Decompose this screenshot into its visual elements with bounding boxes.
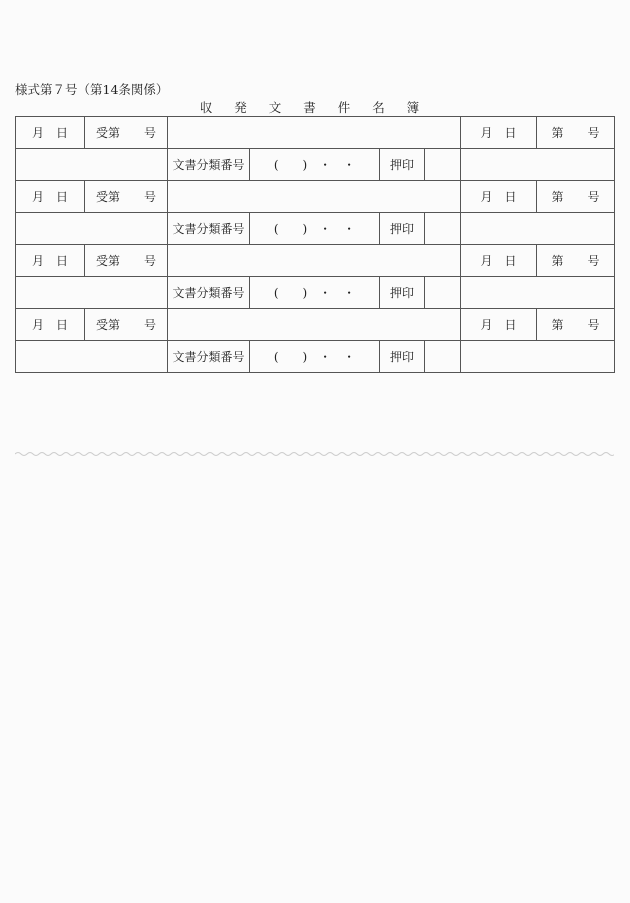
subject-cell[interactable] [168,245,461,277]
receipt-number-cell[interactable]: 受第 号 [85,309,168,341]
subject-cell[interactable] [168,181,461,213]
dispatch-note-cell[interactable] [461,149,615,181]
month-day-cell[interactable]: 月 日 [16,117,85,149]
seal-label: 押印 [380,213,425,245]
torn-edge [15,451,614,461]
register-table [15,116,615,373]
classification-value-cell[interactable]: ( ) ・ ・ [250,213,380,245]
receipt-note-cell[interactable] [16,149,168,181]
classification-value-cell[interactable]: ( ) ・ ・ [250,149,380,181]
dispatch-month-day-cell[interactable]: 月 日 [461,181,537,213]
dispatch-number-cell[interactable]: 第 号 [537,309,615,341]
dispatch-number-cell[interactable]: 第 号 [537,245,615,277]
receipt-number-cell[interactable]: 受第 号 [85,181,168,213]
dispatch-note-cell[interactable] [461,277,615,309]
receipt-number-cell[interactable]: 受第 号 [85,245,168,277]
dispatch-number-cell[interactable]: 第 号 [537,181,615,213]
receipt-number-cell[interactable]: 受第 号 [85,117,168,149]
entry-row-header [16,245,615,277]
seal-cell[interactable] [425,213,461,245]
classification-label: 文書分類番号 [168,341,250,373]
entry-row-header [16,181,615,213]
classification-label: 文書分類番号 [168,213,250,245]
dispatch-month-day-cell[interactable]: 月 日 [461,117,537,149]
seal-cell[interactable] [425,277,461,309]
seal-label: 押印 [380,149,425,181]
dispatch-month-day-cell[interactable]: 月 日 [461,245,537,277]
classification-label: 文書分類番号 [168,277,250,309]
receipt-note-cell[interactable] [16,277,168,309]
classification-label: 文書分類番号 [168,149,250,181]
month-day-cell[interactable]: 月 日 [16,309,85,341]
subject-cell[interactable] [168,309,461,341]
classification-value-cell[interactable]: ( ) ・ ・ [250,341,380,373]
seal-cell[interactable] [425,341,461,373]
dispatch-number-cell[interactable]: 第 号 [537,117,615,149]
seal-label: 押印 [380,341,425,373]
seal-label: 押印 [380,277,425,309]
receipt-note-cell[interactable] [16,341,168,373]
dispatch-note-cell[interactable] [461,213,615,245]
dispatch-note-cell[interactable] [461,341,615,373]
form-number-label: 様式第７号（第14条関係） [15,82,169,97]
entry-row-header [16,309,615,341]
dispatch-month-day-cell[interactable]: 月 日 [461,309,537,341]
month-day-cell[interactable]: 月 日 [16,181,85,213]
document-title: 収 発 文 書 件 名 簿 [199,100,429,115]
entry-row-header [16,117,615,149]
seal-cell[interactable] [425,149,461,181]
subject-cell[interactable] [168,117,461,149]
month-day-cell[interactable]: 月 日 [16,245,85,277]
classification-value-cell[interactable]: ( ) ・ ・ [250,277,380,309]
receipt-note-cell[interactable] [16,213,168,245]
